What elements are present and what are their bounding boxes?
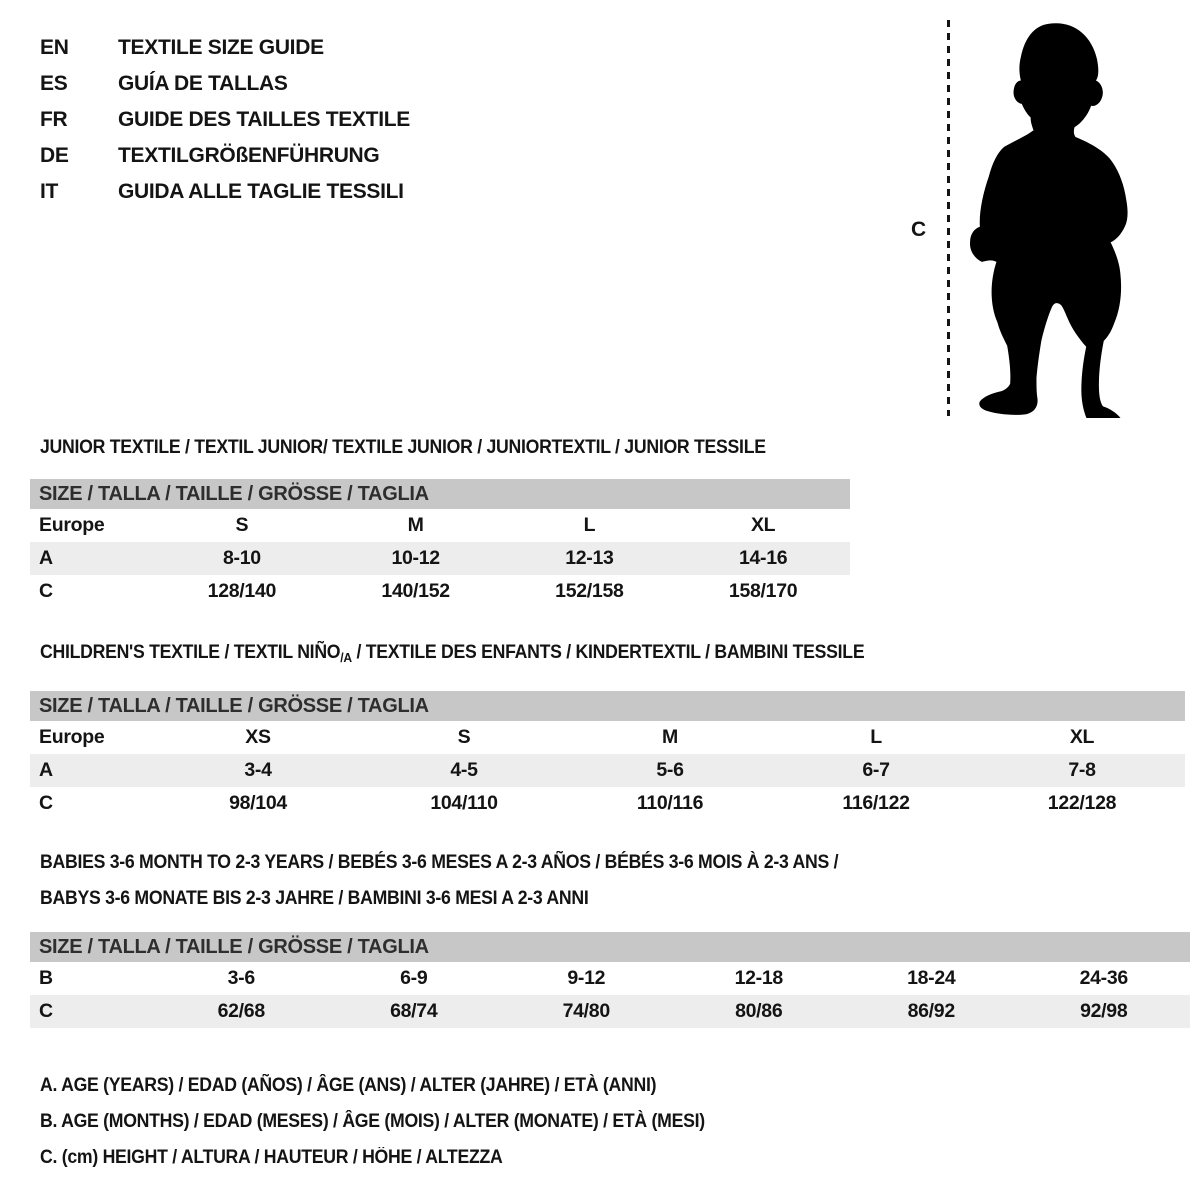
height-value: 128/140 [207, 580, 277, 602]
row-label-c: C [39, 1000, 53, 1022]
guide-title-fr: GUIDE DES TAILLES TEXTILE [118, 108, 410, 131]
language-code-it: IT [40, 180, 59, 203]
row-label-c: C [39, 580, 53, 602]
height-value: 74/80 [562, 1000, 610, 1022]
children-size-table [30, 691, 1185, 820]
size-column-xl: XL [1069, 726, 1095, 748]
size-column-xs: XS [245, 726, 271, 748]
age-value: 3-4 [244, 759, 272, 781]
language-title-block [40, 30, 410, 210]
height-value: 152/158 [555, 580, 624, 602]
babies-title-line1: BABIES 3-6 MONTH TO 2-3 YEARS / BEBÉS 3-6 MESES A 2-3 AÑOS / BÉBÉS 3-6 MOIS À 2-3 ANS / [40, 852, 839, 873]
age-months-value: 12-18 [734, 967, 783, 989]
age-months-value: 18-24 [907, 967, 956, 989]
children-europe-row [30, 721, 1185, 754]
row-label-a: A [39, 759, 53, 781]
size-column-s: S [457, 726, 471, 748]
children-title-part2: / TEXTILE DES ENFANTS / KINDERTEXTIL / BAMBINI TESSILE [351, 642, 865, 663]
size-column-m: M [662, 726, 678, 748]
babies-age-row [30, 962, 1190, 995]
language-code-fr: FR [40, 108, 68, 131]
age-value: 14-16 [738, 547, 788, 569]
height-value: 104/110 [430, 792, 498, 814]
height-value: 158/170 [728, 580, 798, 602]
junior-europe-row [30, 509, 850, 542]
age-value: 6-7 [862, 759, 890, 781]
row-label-a: A [39, 547, 53, 569]
height-value: 98/104 [229, 792, 287, 814]
children-size-header-bar: SIZE / TALLA / TAILLE / GRÖSSE / TAGLIA [30, 691, 1185, 721]
babies-section-title [40, 845, 898, 917]
size-column-l: L [870, 726, 882, 748]
measurement-legend [40, 1068, 755, 1176]
legend-age-months: B. AGE (MONTHS) / EDAD (MESES) / ÂGE (MOIS) / ALTER (MONATE) / ETÀ (MESI) [40, 1111, 705, 1132]
region-label: Europe [39, 514, 105, 536]
size-column-s: S [235, 514, 249, 536]
children-age-row [30, 754, 1185, 787]
children-title-part1: CHILDREN'S TEXTILE / TEXTIL NIÑO [40, 642, 341, 663]
size-column-xl: XL [750, 514, 776, 536]
height-value: 92/98 [1080, 1000, 1128, 1022]
junior-height-row [30, 575, 850, 608]
language-row-es [40, 66, 410, 102]
age-value: 4-5 [450, 759, 478, 781]
language-code-de: DE [40, 144, 69, 167]
junior-size-header-bar: SIZE / TALLA / TAILLE / GRÖSSE / TAGLIA [30, 479, 850, 509]
height-value: 62/68 [217, 1000, 265, 1022]
region-label: Europe [39, 726, 105, 748]
age-value: 5-6 [656, 759, 684, 781]
guide-title-en: TEXTILE SIZE GUIDE [118, 36, 324, 59]
language-row-de [40, 138, 410, 174]
children-height-row [30, 787, 1185, 820]
age-value: 7-8 [1068, 759, 1096, 781]
language-row-it [40, 174, 410, 210]
junior-age-row [30, 542, 850, 575]
height-value: 68/74 [390, 1000, 438, 1022]
age-months-value: 9-12 [567, 967, 606, 989]
guide-title-it: GUIDA ALLE TAGLIE TESSILI [118, 180, 404, 203]
age-months-value: 6-9 [400, 967, 428, 989]
junior-section-title: JUNIOR TEXTILE / TEXTIL JUNIOR/ TEXTILE JUNIOR / JUNIORTEXTIL / JUNIOR TESSILE [40, 437, 766, 458]
legend-height-cm: C. (cm) HEIGHT / ALTURA / HAUTEUR / HÖHE / ALTEZZA [40, 1147, 503, 1168]
babies-height-row [30, 995, 1190, 1028]
children-section-title [40, 642, 864, 665]
guide-title-es: GUÍA DE TALLAS [118, 72, 288, 95]
height-value: 122/128 [1047, 792, 1117, 814]
height-value: 140/152 [381, 580, 450, 602]
legend-age-years: A. AGE (YEARS) / EDAD (AÑOS) / ÂGE (ANS) / ALTER (JAHRE) / ETÀ (ANNI) [40, 1075, 657, 1096]
babies-size-header-bar: SIZE / TALLA / TAILLE / GRÖSSE / TAGLIA [30, 932, 1190, 962]
row-label-c: C [39, 792, 53, 814]
children-title-subscript: /A [340, 650, 352, 665]
height-measure-label: C [911, 218, 926, 241]
height-measure-figure [905, 12, 1165, 422]
guide-title-de: TEXTILGRÖßENFÜHRUNG [118, 144, 380, 167]
age-value: 10-12 [391, 547, 440, 569]
age-months-value: 3-6 [227, 967, 255, 989]
height-value: 86/92 [907, 1000, 955, 1022]
language-code-es: ES [40, 72, 68, 95]
toddler-silhouette-icon [960, 18, 1150, 418]
babies-size-table [30, 932, 1190, 1028]
language-row-fr [40, 102, 410, 138]
height-value: 80/86 [735, 1000, 783, 1022]
language-code-en: EN [40, 36, 69, 59]
age-value: 8-10 [222, 547, 261, 569]
junior-size-table [30, 479, 850, 608]
row-label-b: B [39, 967, 53, 989]
height-dashed-line [947, 20, 950, 416]
age-value: 12-13 [565, 547, 614, 569]
size-column-m: M [407, 514, 424, 536]
height-value: 116/122 [842, 792, 910, 814]
language-row-en [40, 30, 410, 66]
age-months-value: 24-36 [1079, 967, 1128, 989]
height-value: 110/116 [636, 792, 704, 814]
size-column-l: L [583, 514, 596, 536]
babies-title-line2: BABYS 3-6 MONATE BIS 2-3 JAHRE / BAMBINI 3-6 MESI A 2-3 ANNI [40, 888, 589, 909]
